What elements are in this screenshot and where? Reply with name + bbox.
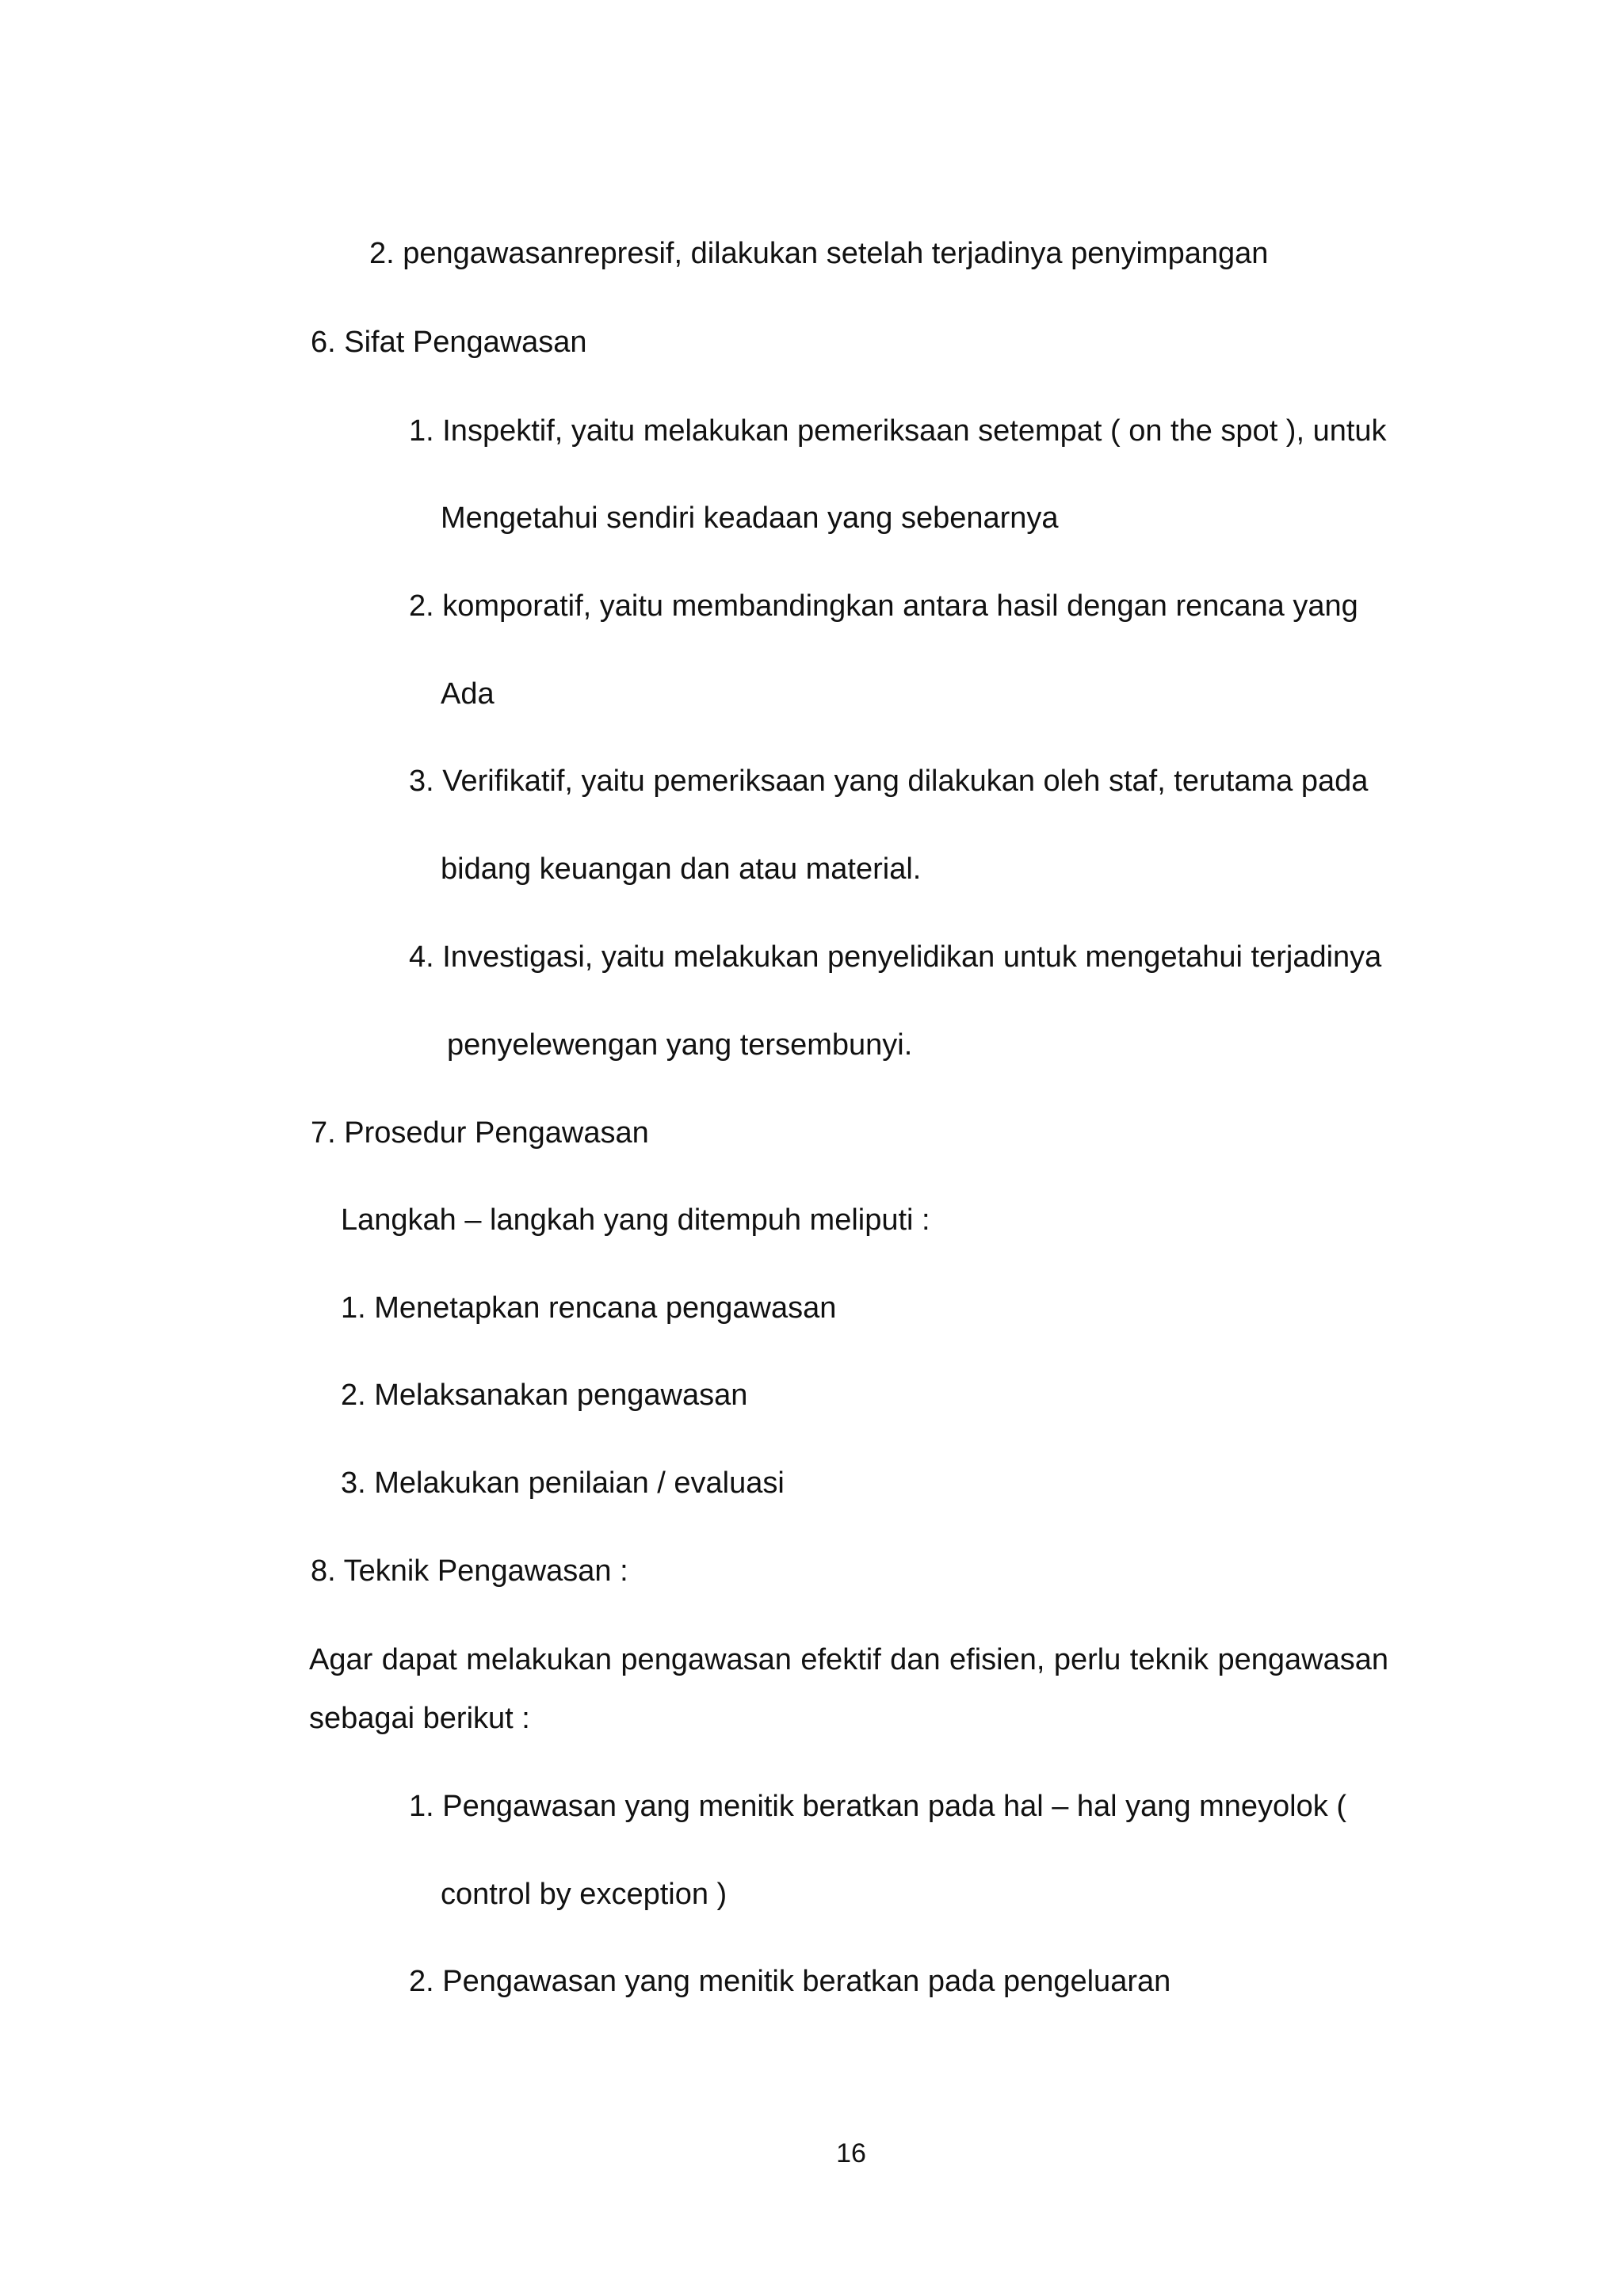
page-number: 16 <box>836 2138 866 2168</box>
teknik-item-1-cont: control by exception ) <box>441 1878 727 1911</box>
list-item-verifikatif-cont: bidang keuangan dan atau material. <box>441 852 922 886</box>
section-heading-sifat: 6. Sifat Pengawasan <box>311 326 587 359</box>
prosedur-item-3: 3. Melakukan penilaian / evaluasi <box>341 1466 785 1500</box>
list-item-verifikatif: 3. Verifikatif, yaitu pemeriksaan yang dilakukan oleh staf, terutama pada <box>409 765 1369 798</box>
teknik-item-2: 2. Pengawasan yang menitik beratkan pada pengeluaran <box>409 1965 1171 1998</box>
prosedur-item-2: 2. Melaksanakan pengawasan <box>341 1379 748 1412</box>
list-item-investigasi: 4. Investigasi, yaitu melakukan penyelidikan untuk mengetahui terjadinya <box>409 940 1382 974</box>
teknik-paragraph: Agar dapat melakukan pengawasan efektif dan efisien, perlu teknik pengawasan sebagai berikut : <box>309 1643 1388 1735</box>
prosedur-intro: Langkah – langkah yang ditempuh meliputi : <box>341 1203 930 1237</box>
prosedur-item-1: 1. Menetapkan rencana pengawasan <box>341 1291 837 1325</box>
teknik-item-1: 1. Pengawasan yang menitik beratkan pada hal – hal yang mneyolok ( <box>409 1790 1346 1823</box>
section-heading-teknik: 8. Teknik Pengawasan : <box>311 1554 628 1588</box>
list-item-komporatif-cont: Ada <box>441 677 495 711</box>
list-item-investigasi-cont: penyelewengan yang tersembunyi. <box>447 1028 913 1062</box>
list-item-represif: 2. pengawasanrepresif, dilakukan setelah terjadinya penyimpangan <box>369 237 1269 270</box>
list-item-komporatif: 2. komporatif, yaitu membandingkan antara hasil dengan rencana yang <box>409 589 1358 623</box>
list-item-inspektif-cont: Mengetahui sendiri keadaan yang sebenarnya <box>441 502 1059 535</box>
section-heading-prosedur: 7. Prosedur Pengawasan <box>311 1116 649 1150</box>
list-item-inspektif: 1. Inspektif, yaitu melakukan pemeriksaan setempat ( on the spot ), untuk <box>409 414 1387 448</box>
